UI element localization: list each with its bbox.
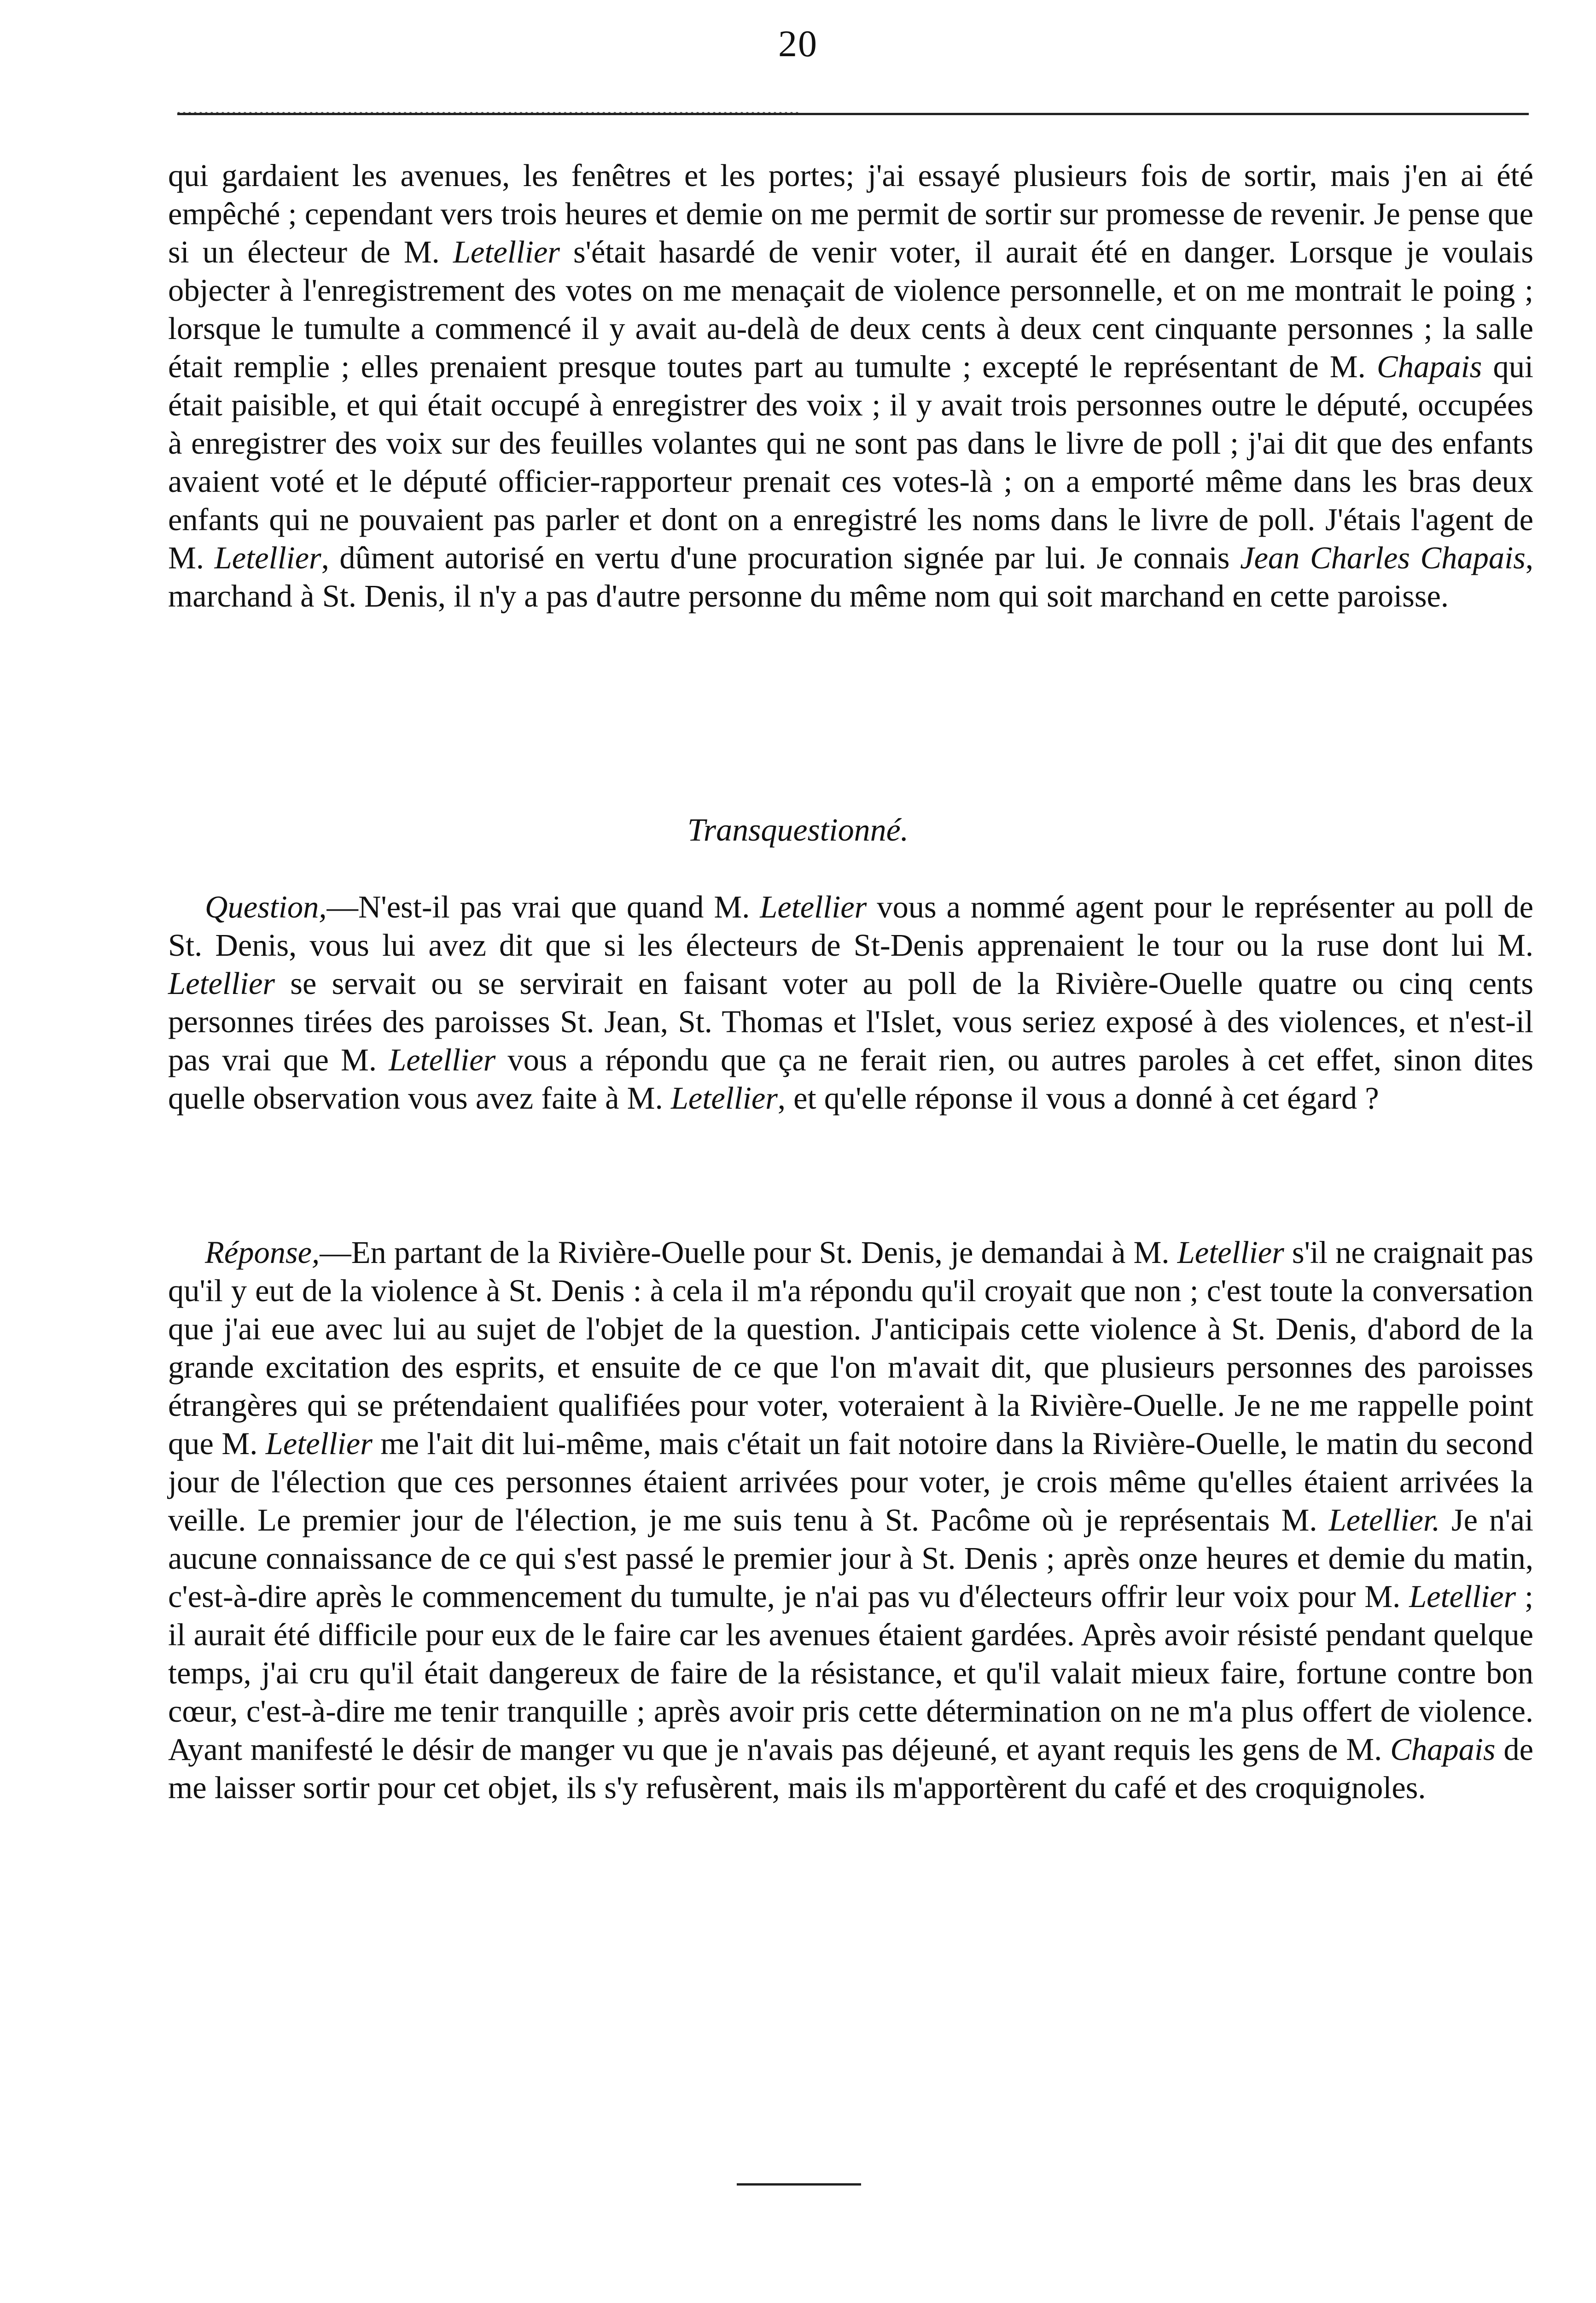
text-run: qui était paisible, et qui était occupé à enregistrer des voix ; il y avait trois personnes outre le député, occupées à enregistrer des voix sur des feuilles volantes qui ne sont pas dans le livre de poll ; j'ai dit que des enfants avaient voté et le député officier-rapporteur prenait ces votes-là ; on a emporté même dans les bras deux enfants qui ne pouvaient pas parler et dont on a enregistré les noms dans le livre de poll. J'étais l'agent de M. xyxy=(168,349,1533,575)
question-label: Question, xyxy=(205,889,327,924)
person-name: Letellier xyxy=(1409,1579,1516,1614)
person-name: Letellier xyxy=(389,1042,496,1077)
header-rule xyxy=(177,113,1529,115)
person-name: Jean Charles Chapais xyxy=(1240,540,1526,575)
text-run: se servait ou se servirait en faisant voter au poll de la Rivière-Ouelle quatre ou cinq cents personnes tirées des paroisses St. Jean, St. Thomas et l'Islet, vous seriez exposé à des violences, et n'est-il pas vrai que M. xyxy=(168,966,1533,1077)
text-run: , dûment autorisé en vertu d'une procuration signée par lui. Je connais xyxy=(321,540,1241,575)
person-name: Letellier xyxy=(168,966,275,1001)
text-run: vous a répondu que ça ne ferait rien, ou autres paroles à cet effet, sinon dites quelle observation vous avez faite à M. xyxy=(168,1042,1533,1116)
text-run: —En partant de la Rivière-Ouelle pour St. Denis, je demandai à M. xyxy=(320,1235,1177,1270)
answer-paragraph xyxy=(168,1233,1533,1807)
page-number: 20 xyxy=(778,23,818,64)
text-run: —N'est-il pas vrai que quand M. xyxy=(326,889,760,924)
person-name: Letellier xyxy=(1177,1235,1284,1270)
person-name: Chapais xyxy=(1376,349,1482,384)
person-name: Chapais xyxy=(1390,1732,1496,1767)
text-run: de me laisser sortir pour cet objet, ils s'y refusèrent, mais ils m'apportèrent du café et des croquignoles. xyxy=(168,1732,1534,1805)
text-run: me l'ait dit lui-même, mais c'était un fait notoire dans la Rivière-Ouelle, le matin du second jour de l'élection que ces personnes étaient arrivées pour voter, je crois même qu'elles étaient arrivées la veille. Le premier jour de l'élection, je me suis tenu à St. Pacôme où je représentais M. xyxy=(168,1426,1534,1537)
text-run: vous a nommé agent pour le représenter au poll de St. Denis, vous lui avez dit que si les électeurs de St-Denis apprenaient le tour ou la ruse dont lui M. xyxy=(168,889,1533,963)
end-rule xyxy=(737,2183,861,2186)
text-run: , et qu'elle réponse il vous a donné à cet égard ? xyxy=(777,1081,1379,1116)
person-name: Letellier xyxy=(760,889,867,924)
person-name: Letellier xyxy=(670,1081,778,1116)
answer-label: Réponse, xyxy=(205,1235,320,1270)
person-name: Letellier. xyxy=(1328,1502,1440,1537)
text-run: ; il aurait été difficile pour eux de le faire car les avenues étaient gardées. Après avoir résisté pendant quelque temps, j'ai cru qu'il était dangereux de faire de la résistance, et qu'il valait mieux faire, fortune contre bon cœur, c'est-à-dire me tenir tranquille ; après avoir pris cette détermination on ne m'a plus offert de violence. Ayant manifesté le désir de manger vu que je n'avais pas déjeuné, et ayant requis les gens de M. xyxy=(168,1579,1533,1767)
person-name: Letellier xyxy=(453,234,560,269)
text-run: Je n'ai aucune connaissance de ce qui s'est passé le premier jour à St. Denis ; après onze heures et demie du matin, c'est-à-dire après le commencement du tumulte, je n'ai pas vu d'électeurs offrir leur voix pour M. xyxy=(168,1502,1533,1614)
testimony-paragraph xyxy=(168,157,1533,615)
text-run: qui gardaient les avenues, les fenêtres et les portes; j'ai essayé plusieurs fois de sortir, mais j'en ai été empêché ; cependant vers trois heures et demie on me permit de sortir sur promesse de revenir. Je pense que si un électeur de M. xyxy=(168,158,1533,269)
text-run: , marchand à St. Denis, il n'y a pas d'autre personne du même nom qui soit marchand en cette paroisse. xyxy=(168,540,1533,614)
section-heading: Transquestionné. xyxy=(687,812,909,848)
person-name: Letellier xyxy=(214,540,321,575)
question-paragraph xyxy=(168,888,1533,1117)
text-run: s'il ne craignait pas qu'il y eut de la violence à St. Denis : à cela il m'a répondu qu'il croyait que non ; c'est toute la conversation que j'ai eue avec lui au sujet de l'objet de la question. J'anticipais cette violence à St. Denis, d'abord de la grande excitation des esprits, et ensuite de ce que l'on m'avait dit, que plusieurs personnes des paroisses étrangères qui se prétendaient qualifiées pour voter, voteraient à la Rivière-Ouelle. Je ne me rappelle point que M. xyxy=(168,1235,1533,1461)
person-name: Letellier xyxy=(265,1426,373,1461)
text-run: s'était hasardé de venir voter, il aurait été en danger. Lorsque je voulais objecter à l'enregistrement des votes on me menaçait de violence personnelle, et on me montrait le poing ; lorsque le tumulte a commencé il y avait au-delà de deux cents à deux cent cinquante personnes ; la salle était remplie ; elles prenaient presque toutes part au tumulte ; excepté le représentant de M. xyxy=(168,234,1533,384)
